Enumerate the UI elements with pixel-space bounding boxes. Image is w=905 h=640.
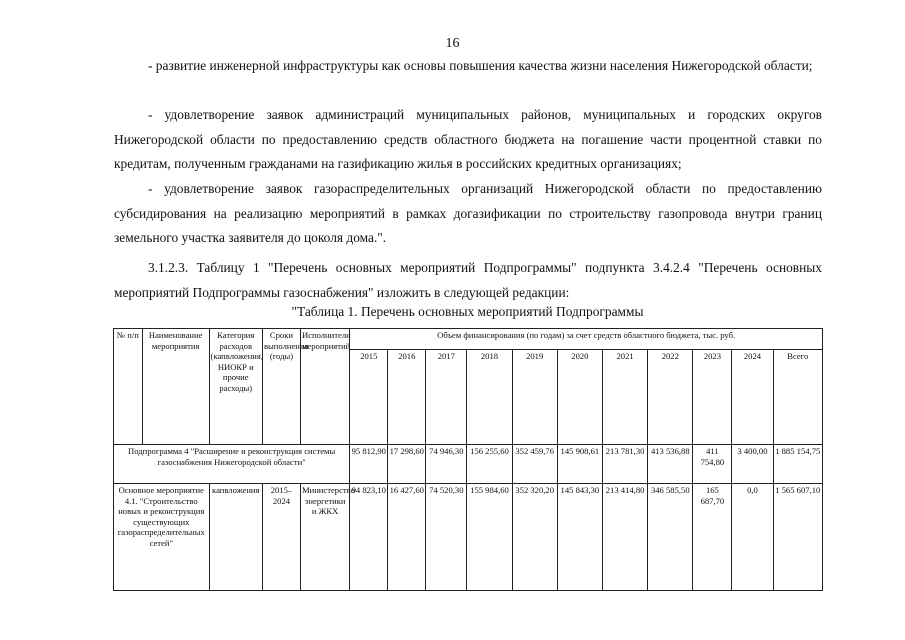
subprogram-value: 17 298,60 — [388, 445, 426, 484]
header-year: 2017 — [426, 350, 467, 445]
paragraph-table-amendment: 3.1.2.3. Таблицу 1 "Перечень основных мероприятий Подпрограммы" подпункта 3.4.2.4 "Перечень основных мероприятий Подпрограммы газоснабжения" изложить в следующей редакции: — [114, 260, 822, 300]
activity-value: 213 414,80 — [602, 484, 647, 591]
activity-value: 0,0 — [732, 484, 773, 591]
header-executors: Исполнители мероприятий — [300, 329, 349, 445]
subprogram-value: 3 400,00 — [732, 445, 773, 484]
subprogram-value: 213 781,30 — [602, 445, 647, 484]
activity-total: 1 565 607,10 — [773, 484, 822, 591]
activity-value: 145 843,30 — [557, 484, 602, 591]
header-num: № п/п — [114, 329, 143, 445]
activity-row — [114, 484, 823, 591]
header-year: 2022 — [648, 350, 693, 445]
subprogram-value: 352 459,76 — [512, 445, 557, 484]
header-year: 2024 — [732, 350, 773, 445]
table-header-row — [114, 329, 823, 350]
paragraph-gas-distribution-requests: - удовлетворение заявок газораспределительных организаций Нижегородской области по предоставлению субсидирования на реализацию мероприятий в рамках догазификации по строительству газопровода внутри границ земельного участка заявителя до цоколя дома.". — [114, 181, 822, 245]
subprogram-value: 95 812,90 — [350, 445, 388, 484]
activity-terms: 2015–2024 — [262, 484, 300, 591]
header-terms: Сроки выполнения (годы) — [262, 329, 300, 445]
header-year: 2020 — [557, 350, 602, 445]
subprogram-value: 411 754,80 — [693, 445, 732, 484]
header-funding-group: Объем финансирования (по годам) за счет средств областного бюджета, тыс. руб. — [350, 329, 823, 350]
activity-executor: Министерство энергетики и ЖКХ — [300, 484, 349, 591]
activity-value: 155 984,60 — [467, 484, 512, 591]
subprogram-row — [114, 445, 823, 484]
header-category: Категория расходов (капвложения, НИОКР и прочие расходы) — [209, 329, 262, 445]
header-year: 2018 — [467, 350, 512, 445]
activity-value: 16 427,60 — [388, 484, 426, 591]
header-year: 2021 — [602, 350, 647, 445]
subprogram-total: 1 885 154,75 — [773, 445, 822, 484]
header-year: 2015 — [350, 350, 388, 445]
page-number: 16 — [445, 36, 460, 51]
activity-value: 352 320,20 — [512, 484, 557, 591]
header-year: 2019 — [512, 350, 557, 445]
subprogram-value: 156 255,60 — [467, 445, 512, 484]
subprogram-value: 74 946,30 — [426, 445, 467, 484]
table-caption: "Таблица 1. Перечень основных мероприятий Подпрограммы — [291, 304, 644, 319]
activity-name: Основное мероприятие 4.1. "Строительство новых и реконструкция существующих газораспределительных сетей" — [114, 484, 210, 591]
funding-table — [113, 328, 823, 591]
subprogram-value: 145 908,61 — [557, 445, 602, 484]
subprogram-value: 413 536,88 — [648, 445, 693, 484]
header-total: Всего — [773, 350, 822, 445]
header-year: 2016 — [388, 350, 426, 445]
activity-value: 74 520,30 — [426, 484, 467, 591]
header-name: Наименование мероприятия — [142, 329, 209, 445]
paragraph-infrastructure: - развитие инженерной инфраструктуры как основы повышения качества жизни населения Нижегородской области; — [148, 58, 813, 73]
activity-value: 346 585,50 — [648, 484, 693, 591]
subprogram-label: Подпрограмма 4 "Расширение и реконструкция системы газоснабжения Нижегородской области" — [114, 445, 350, 484]
header-year: 2023 — [693, 350, 732, 445]
activity-category: капвложения — [209, 484, 262, 591]
activity-value: 165 687,70 — [693, 484, 732, 591]
paragraph-municipal-requests: - удовлетворение заявок администраций муниципальных районов, муниципальных и городских округов Нижегородской области по предоставлению средств областного бюджета на погашение части процентной ставки по кредитам, полученным гражданами на газификацию жилья в российских кредитных организациях; — [114, 107, 822, 171]
activity-value: 94 823,10 — [350, 484, 388, 591]
